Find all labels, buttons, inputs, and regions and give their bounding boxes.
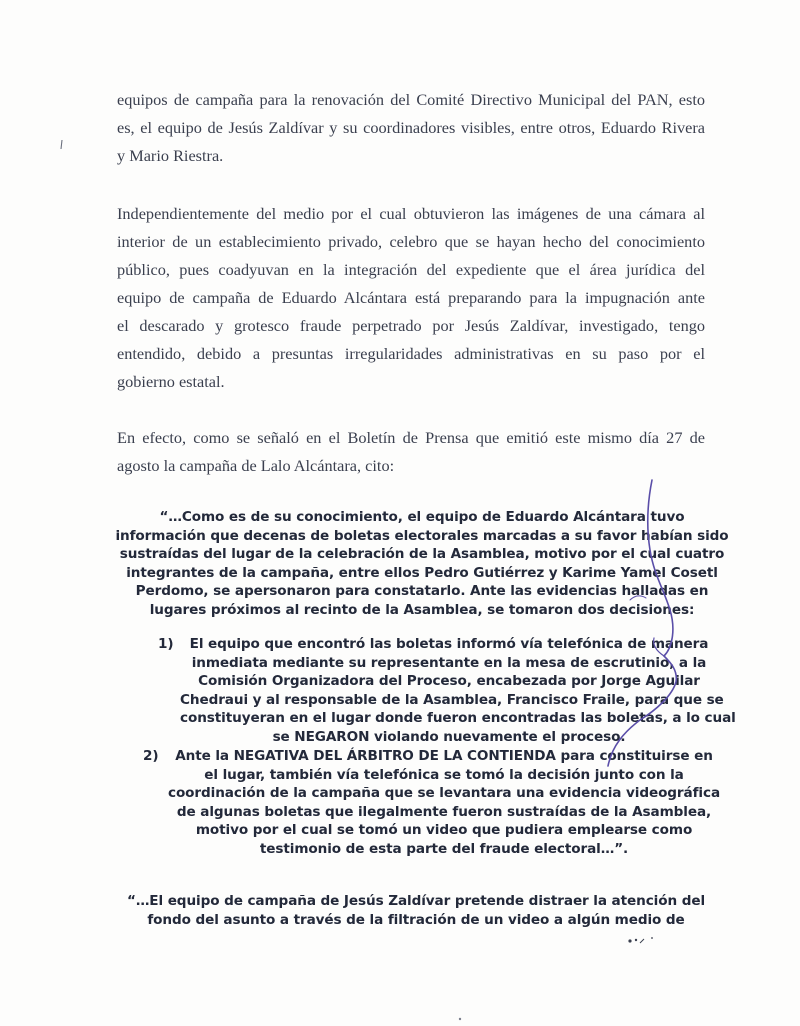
quote-line: fondo del asunto a través de la filtración de un video a algún medio de: [147, 911, 685, 928]
list-line: de algunas boletas que ilegalmente fueron sustraídas de la Asamblea,: [176, 803, 712, 820]
list-line: el lugar, también vía telefónica se tomó la decisión junto con la: [204, 766, 684, 783]
quote-line: información que decenas de boletas electorales marcadas a su favor habían sido: [115, 527, 729, 544]
paragraph-1: [117, 86, 705, 170]
list-line: constituyeran en el lugar donde fueron encontradas las boletas, a lo cual: [180, 710, 736, 726]
list-line: inmediata mediante su representante en la mesa de escrutinio, a la: [191, 654, 707, 671]
text-line: gobierno estatal.: [117, 372, 225, 391]
text-line: el descarado y grotesco fraude perpetrado por Jesús Zaldívar, investigado, tengo: [117, 316, 705, 335]
quote-line: sustraídas del lugar de la celebración de la Asamblea, motivo por el cual cuatro: [119, 546, 725, 562]
stray-mark: [56, 138, 68, 152]
list-line: testimonio de esta parte del fraude electoral…”.: [259, 840, 629, 857]
list-number: 1): [158, 636, 174, 652]
text-line: En efecto, como se señaló en el Boletín de Prensa que emitió este mismo día 27 de: [117, 428, 705, 447]
text-line: y Mario Riestra.: [117, 146, 224, 165]
quote-line: “…El equipo de campaña de Jesús Zaldívar pretende distraer la atención del: [126, 893, 706, 909]
text-line: equipo de campaña de Eduardo Alcántara está preparando para la impugnación ante: [117, 288, 705, 307]
list-line: Ante la NEGATIVA DEL ÁRBITRO DE LA CONTIENDA para constituirse en: [175, 748, 713, 764]
quote-line: “…Como es de su conocimiento, el equipo de Eduardo Alcántara tuvo: [159, 509, 685, 525]
text-line: Independientemente del medio por el cual obtuvieron las imágenes de una cámara al: [117, 204, 705, 223]
handwritten-mark: [560, 470, 720, 780]
list-line: Chedraui y al responsable de la Asamblea, Francisco Fraile, para que se: [180, 691, 724, 708]
list-line: coordinación de la campaña que se levantara una evidencia videográfica: [167, 785, 721, 801]
quote-line: lugares próximos al recinto de la Asamblea, se tomaron dos decisiones:: [149, 601, 695, 618]
text-line: agosto la campaña de Lalo Alcántara, cito:: [117, 456, 395, 475]
paragraph-2: [117, 200, 705, 396]
quote-line: integrantes de la campaña, entre ellos Pedro Gutiérrez y Karime Yamel Cosetl: [126, 564, 718, 581]
list-line: El equipo que encontró las boletas informó vía telefónica de manera: [189, 636, 709, 652]
text-line: interior de un establecimiento privado, celebro que se hayan hecho del conocimiento: [117, 232, 705, 251]
list-line: Comisión Organizadora del Proceso, encabezada por Jorge Aguilar: [198, 673, 700, 689]
stray-mark: [620, 934, 660, 948]
quote-block-2: [118, 892, 714, 929]
stray-mark: [456, 1015, 464, 1023]
text-line: equipos de campaña para la renovación del Comité Directivo Municipal del PAN, esto: [117, 90, 705, 109]
list-line: se NEGARON violando nuevamente el proceso.: [272, 728, 626, 745]
quote-line: Perdomo, se apersonaron para constatarlo. Ante las evidencias halladas en: [135, 583, 709, 599]
text-line: público, pues coadyuvan en la integración del expediente que el área jurídica del: [117, 260, 705, 279]
list-number: 2): [143, 748, 159, 764]
text-line: es, el equipo de Jesús Zaldívar y su coordinadores visibles, entre otros, Eduardo Rivera: [117, 118, 705, 137]
list-line: motivo por el cual se tomó un video que pudiera emplearse como: [195, 822, 693, 838]
text-line: entendido, debido a presuntas irregularidades administrativas en su paso por el: [117, 344, 705, 363]
